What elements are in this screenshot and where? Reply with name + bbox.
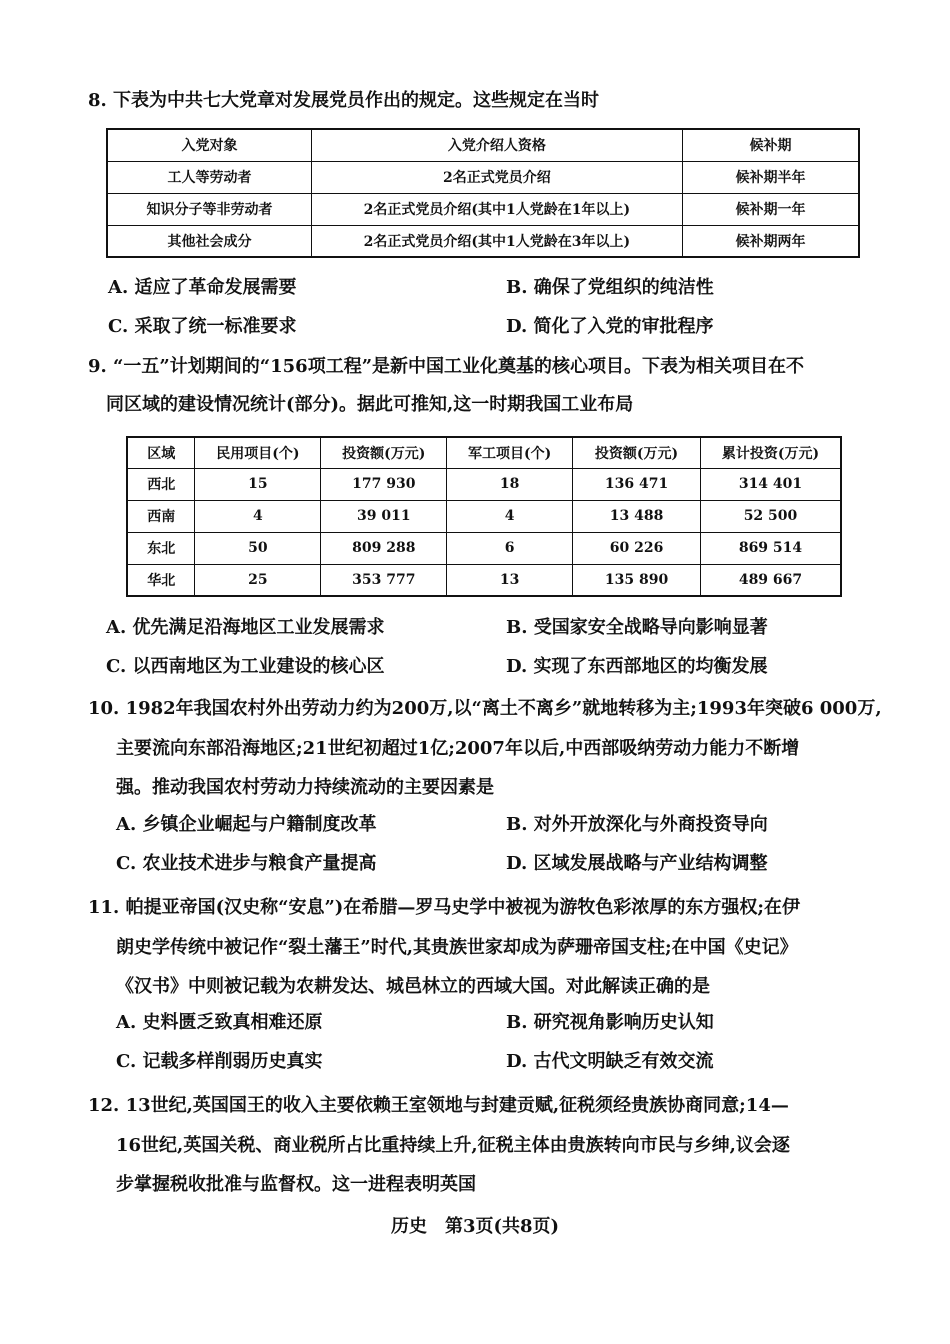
- table-cell: 353 777: [321, 564, 447, 596]
- q8-header-cell: 候补期: [682, 129, 859, 161]
- table-cell: 其他社会成分: [107, 225, 311, 257]
- table-cell: 4: [195, 500, 321, 532]
- q8-header-cell: 入党对象: [107, 129, 311, 161]
- table-row: [127, 532, 841, 564]
- q9-stem-line2: 同区域的建设情况统计(部分)。据此可推知,这一时期我国工业布局: [106, 394, 634, 415]
- q9-table-header: [127, 437, 841, 468]
- table-cell: 华北: [127, 564, 195, 596]
- q9-option-b[interactable]: B. 受国家安全战略导向影响显著: [506, 617, 768, 638]
- q8-table-header: [107, 129, 859, 161]
- table-row: [107, 225, 859, 257]
- q11-stem-line3: 《汉书》中则被记载为农耕发达、城邑林立的西域大国。对此解读正确的是: [116, 976, 710, 997]
- table-row: [107, 161, 859, 193]
- table-cell: 18: [447, 468, 573, 500]
- q10-option-d[interactable]: D. 区域发展战略与产业结构调整: [506, 853, 768, 874]
- table-cell: 39 011: [321, 500, 447, 532]
- table-cell: 4: [447, 500, 573, 532]
- table-cell: 489 667: [700, 564, 841, 596]
- table-cell: 809 288: [321, 532, 447, 564]
- q10-stem-line2: 主要流向东部沿海地区;21世纪初超过1亿;2007年以后,中西部吸纳劳动力能力不断增: [116, 738, 800, 759]
- table-cell: 知识分子等非劳动者: [107, 193, 311, 225]
- q10-option-b[interactable]: B. 对外开放深化与外商投资导向: [506, 814, 768, 835]
- table-cell: 候补期一年: [682, 193, 859, 225]
- q9-option-c[interactable]: C. 以西南地区为工业建设的核心区: [106, 656, 385, 677]
- q11-option-a[interactable]: A. 史料匮乏致真相难还原: [116, 1012, 323, 1033]
- q12-stem-line2: 16世纪,英国关税、商业税所占比重持续上升,征税主体由贵族转向市民与乡绅,议会逐: [116, 1135, 790, 1156]
- table-cell: 314 401: [700, 468, 841, 500]
- table-cell: 东北: [127, 532, 195, 564]
- table-row: [127, 500, 841, 532]
- q10-option-a[interactable]: A. 乡镇企业崛起与户籍制度改革: [116, 814, 377, 835]
- table-cell: 西北: [127, 468, 195, 500]
- q10-option-c[interactable]: C. 农业技术进步与粮食产量提高: [116, 853, 377, 874]
- q9-stem-line1: 9. “一五”计划期间的“156项工程”是新中国工业化奠基的核心项目。下表为相关项目在不: [88, 356, 805, 377]
- table-cell: 2名正式党员介绍(其中1人党龄在3年以上): [311, 225, 682, 257]
- table-cell: 15: [195, 468, 321, 500]
- table-cell: 25: [195, 564, 321, 596]
- q9-option-d[interactable]: D. 实现了东西部地区的均衡发展: [506, 656, 768, 677]
- table-cell: 177 930: [321, 468, 447, 500]
- q9-header-cell: 累计投资(万元): [700, 437, 841, 468]
- table-cell: 135 890: [573, 564, 701, 596]
- table-cell: 13: [447, 564, 573, 596]
- q9-header-cell: 军工项目(个): [447, 437, 573, 468]
- table-cell: 50: [195, 532, 321, 564]
- q8-option-b[interactable]: B. 确保了党组织的纯洁性: [506, 277, 714, 298]
- q8-option-c[interactable]: C. 采取了统一标准要求: [108, 316, 297, 337]
- q11-option-c[interactable]: C. 记载多样削弱历史真实: [116, 1051, 323, 1072]
- q8-table: [106, 128, 860, 258]
- q12-stem-line3: 步掌握税收批准与监督权。这一进程表明英国: [116, 1174, 476, 1195]
- q9-table: [126, 436, 842, 597]
- q11-stem-line1: 11. 帕提亚帝国(汉史称“安息”)在希腊—罗马史学中被视为游牧色彩浓厚的东方强权;在伊: [88, 897, 800, 918]
- table-cell: 工人等劳动者: [107, 161, 311, 193]
- q8-header-cell: 入党介绍人资格: [311, 129, 682, 161]
- table-cell: 869 514: [700, 532, 841, 564]
- q10-stem-line1: 10. 1982年我国农村外出劳动力约为200万,以“离土不离乡”就地转移为主;1993年突破6 000万,: [88, 698, 882, 719]
- table-cell: 候补期半年: [682, 161, 859, 193]
- q9-header-cell: 投资额(万元): [573, 437, 701, 468]
- page-footer: 历史 第3页(共8页): [390, 1216, 560, 1237]
- q8-option-a[interactable]: A. 适应了革命发展需要: [108, 277, 297, 298]
- table-cell: 13 488: [573, 500, 701, 532]
- q9-header-cell: 投资额(万元): [321, 437, 447, 468]
- q11-option-b[interactable]: B. 研究视角影响历史认知: [506, 1012, 714, 1033]
- q10-stem-line3: 强。推动我国农村劳动力持续流动的主要因素是: [116, 777, 494, 798]
- q9-option-a[interactable]: A. 优先满足沿海地区工业发展需求: [106, 617, 385, 638]
- q9-header-cell: 民用项目(个): [195, 437, 321, 468]
- table-cell: 60 226: [573, 532, 701, 564]
- q8-option-d[interactable]: D. 简化了入党的审批程序: [506, 316, 714, 337]
- q11-option-d[interactable]: D. 古代文明缺乏有效交流: [506, 1051, 714, 1072]
- table-cell: 52 500: [700, 500, 841, 532]
- table-cell: 候补期两年: [682, 225, 859, 257]
- table-cell: 6: [447, 532, 573, 564]
- table-cell: 西南: [127, 500, 195, 532]
- q12-stem-line1: 12. 13世纪,英国国王的收入主要依赖王室领地与封建贡赋,征税须经贵族协商同意;14—: [88, 1095, 789, 1116]
- q9-header-cell: 区域: [127, 437, 195, 468]
- table-row: [107, 193, 859, 225]
- table-cell: 2名正式党员介绍(其中1人党龄在1年以上): [311, 193, 682, 225]
- table-cell: 2名正式党员介绍: [311, 161, 682, 193]
- table-cell: 136 471: [573, 468, 701, 500]
- q8-stem: 8. 下表为中共七大党章对发展党员作出的规定。这些规定在当时: [88, 90, 600, 111]
- q11-stem-line2: 朗史学传统中被记作“裂土藩王”时代,其贵族世家却成为萨珊帝国支柱;在中国《史记》: [116, 937, 798, 958]
- table-row: [127, 468, 841, 500]
- table-row: [127, 564, 841, 596]
